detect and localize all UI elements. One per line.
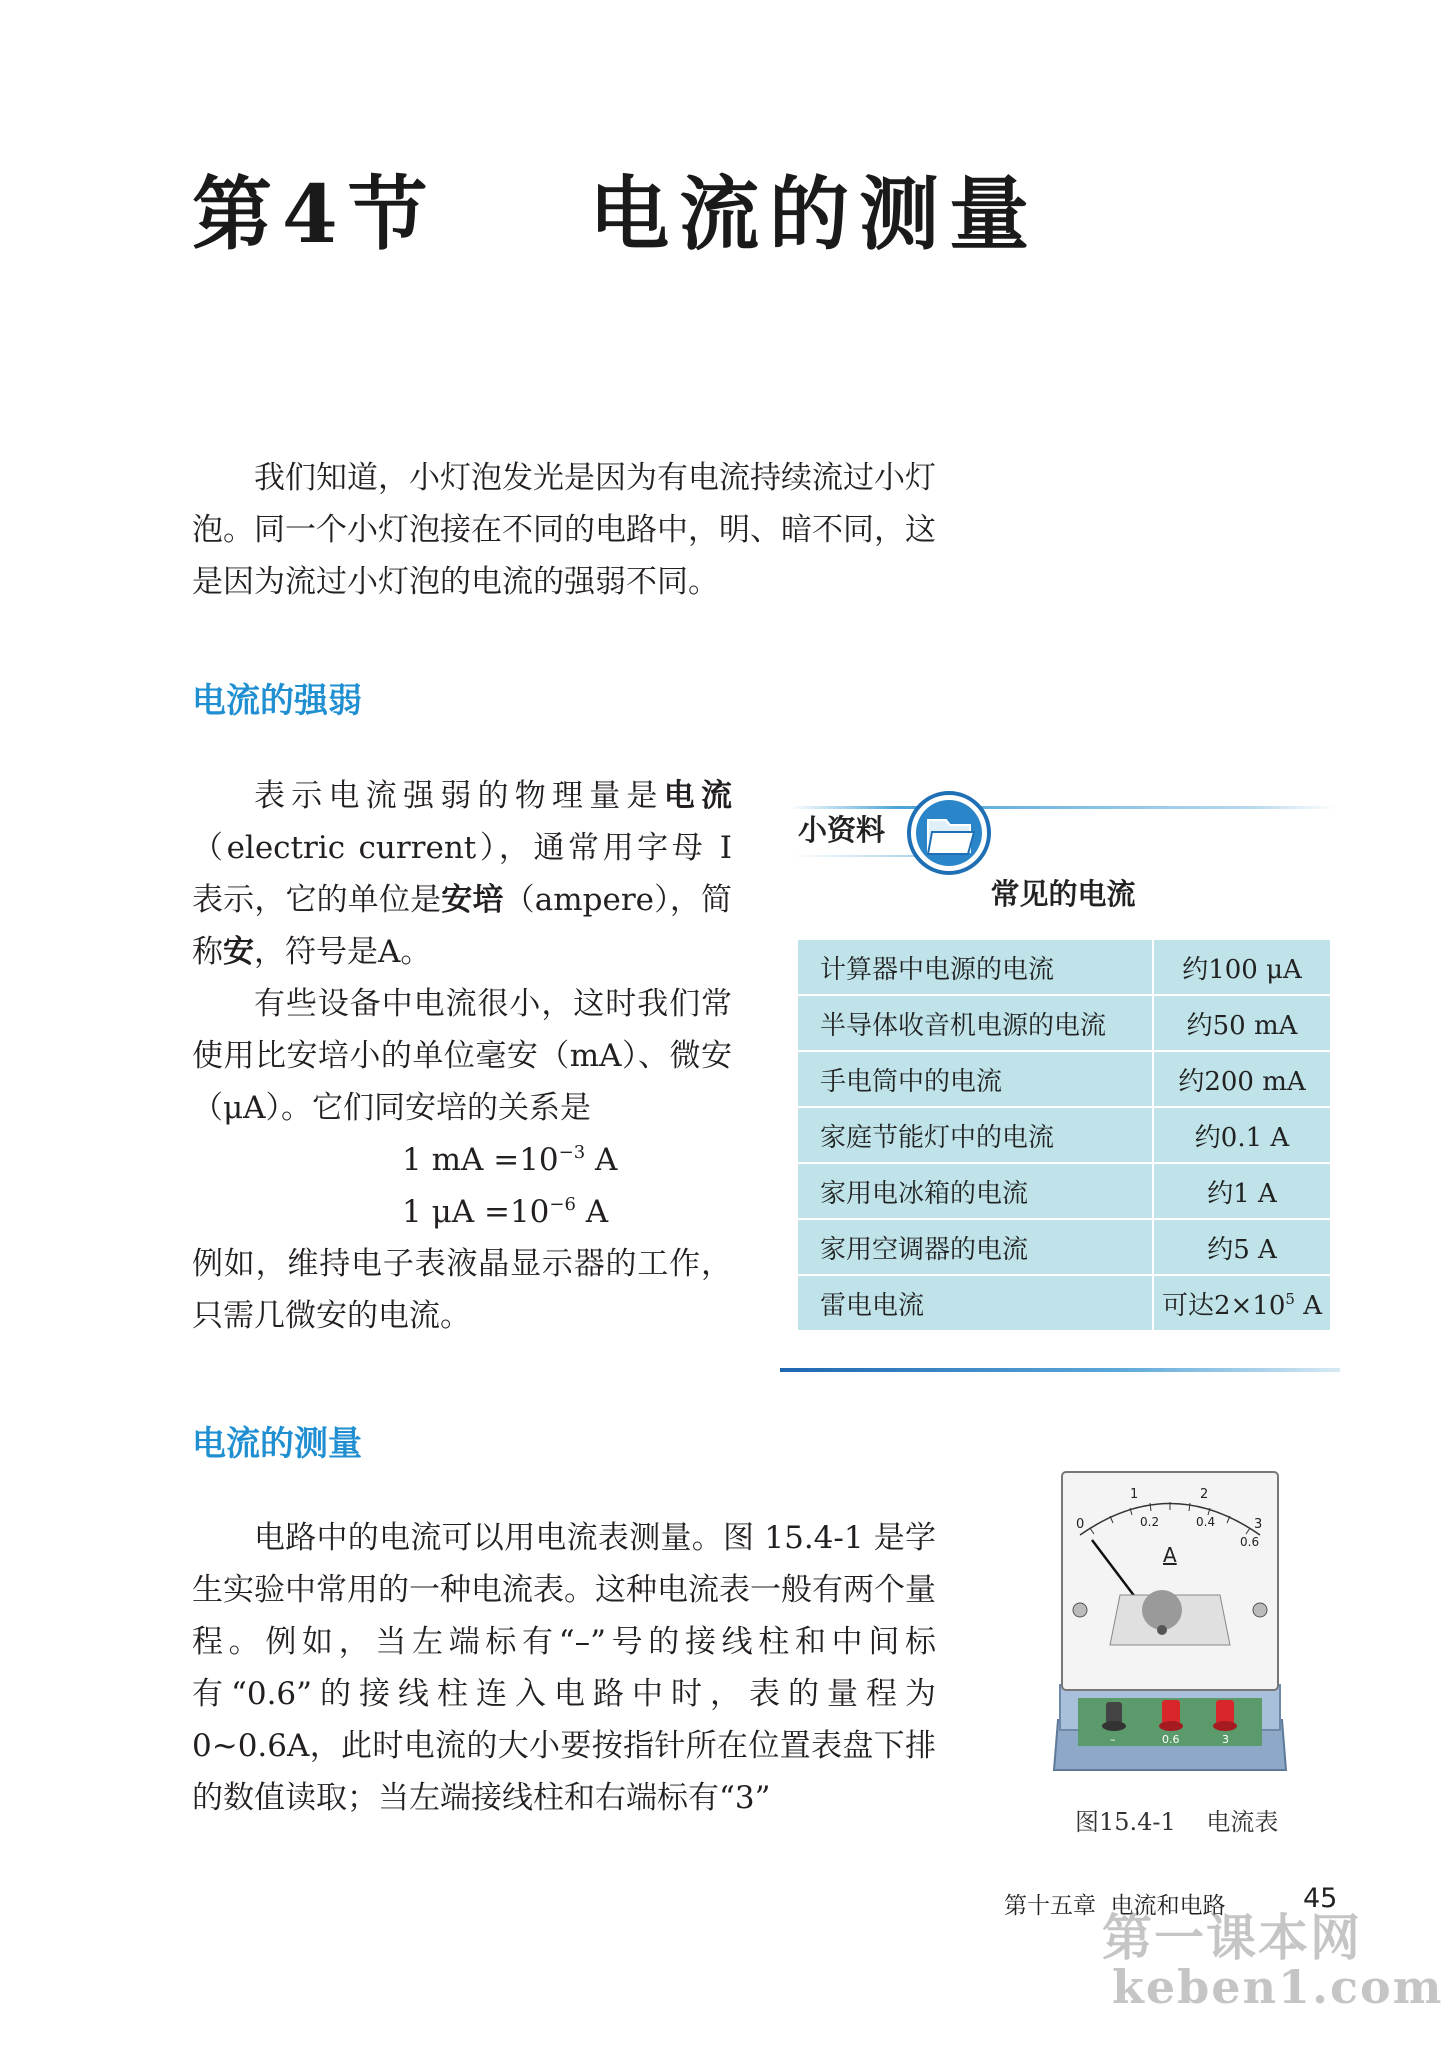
- info-box-bottom-rule: [780, 1368, 1340, 1372]
- term-current: 电流: [663, 778, 732, 814]
- text-run: ，符号是A。: [254, 934, 432, 970]
- terminal-label-0-6: 0.6: [1162, 1733, 1180, 1746]
- value-unit: A: [1294, 1290, 1322, 1321]
- term-an: 安: [223, 934, 254, 970]
- bottom-scale-0-6: 0.6: [1240, 1535, 1260, 1549]
- value-exponent: 5: [1285, 1289, 1295, 1308]
- table-row: [797, 1275, 1331, 1331]
- table-cell-value: 约0.1 A: [1153, 1107, 1331, 1163]
- table-cell-item: 雷电电流: [797, 1275, 1153, 1331]
- table-cell-value: 约1 A: [1153, 1163, 1331, 1219]
- terminal-label-3: 3: [1222, 1733, 1229, 1746]
- table-row: [797, 1219, 1331, 1275]
- dial-unit-label: A: [1163, 1543, 1177, 1567]
- intro-text: 我们知道，小灯泡发光是因为有电流持续流过小灯泡。同一个小灯泡接在不同的电路中，明、暗不同，这是因为流过小灯泡的电流的强弱不同。: [192, 460, 936, 600]
- adjust-knob: [1142, 1590, 1182, 1630]
- screw-left: [1073, 1603, 1087, 1617]
- info-box-title: 常见的电流: [990, 877, 1136, 911]
- terminal-3: [1213, 1700, 1237, 1731]
- definition-paragraph: [192, 770, 732, 978]
- screw-right: [1253, 1603, 1267, 1617]
- terminal-0-6: [1159, 1700, 1183, 1731]
- info-box-label: 小资料: [798, 813, 886, 847]
- info-folder-icon: [906, 790, 992, 876]
- table-row: [797, 1163, 1331, 1219]
- common-currents-table: [796, 938, 1332, 1332]
- table-cell-value: 约5 A: [1153, 1219, 1331, 1275]
- top-scale-2: 2: [1200, 1487, 1209, 1502]
- table-cell-value: 约200 mA: [1153, 1051, 1331, 1107]
- formula-base: 1 mA =10: [402, 1142, 559, 1178]
- table-row: [797, 1051, 1331, 1107]
- formula-unit: A: [585, 1142, 618, 1178]
- table-row: [797, 939, 1331, 995]
- ammeter-illustration: [1050, 1470, 1290, 1780]
- table-row: [797, 995, 1331, 1051]
- example-paragraph: 例如，维持电子表液晶显示器的工作，只需几微安的电流。: [192, 1246, 732, 1334]
- section-heading-current-strength: 电流的强弱: [192, 681, 362, 721]
- formula-unit: A: [575, 1194, 609, 1230]
- table-cell-item: 计算器中电源的电流: [797, 939, 1153, 995]
- table-cell-item: 家庭节能灯中的电流: [797, 1107, 1153, 1163]
- formula-ua: [192, 1186, 732, 1238]
- table-cell-value: [1153, 1275, 1331, 1331]
- table-cell-item: 半导体收音机电源的电流: [797, 995, 1153, 1051]
- table-row: [797, 1107, 1331, 1163]
- top-scale-1: 1: [1130, 1487, 1139, 1502]
- formula-exponent: −3: [558, 1142, 586, 1163]
- value-base: 可达2×10: [1161, 1290, 1286, 1321]
- page-title: 第4节 电流的测量: [192, 167, 1040, 261]
- table-cell-item: 家用空调器的电流: [797, 1219, 1153, 1275]
- watermark-cn: 第一课本网: [1102, 1909, 1362, 1967]
- bottom-scale-0-2: 0.2: [1140, 1515, 1160, 1529]
- table-cell-value: 约50 mA: [1153, 995, 1331, 1051]
- formula-ma: [192, 1134, 732, 1186]
- figure-caption: 图15.4-1 电流表: [1075, 1808, 1279, 1836]
- terminal-label-negative: –: [1110, 1733, 1116, 1746]
- section2-body: [192, 1512, 936, 1824]
- text-run: （electric current），通常用字母 I 表示，它的单位是: [192, 830, 732, 918]
- top-scale-3: 3: [1254, 1517, 1263, 1532]
- zero-adjust-screw: [1157, 1625, 1167, 1635]
- measurement-paragraph: 电路中的电流可以用电流表测量。图 15.4-1 是学生实验中常用的一种电流表。这种电流表一般有两个量程。例如，当左端标有“–”号的接线柱和中间标有“0.6”的接线柱连入电路中时，表的量程为0~0.6A，此时电流的大小要按指针所在位置表盘下排的数值读取；当左端接线柱和右端标有“3”: [192, 1520, 936, 1816]
- page-number: 45: [1303, 1883, 1338, 1914]
- table-cell-item: 家用电冰箱的电流: [797, 1163, 1153, 1219]
- term-ampere: 安培: [441, 882, 504, 918]
- watermark-url: keben1.com: [1112, 1960, 1444, 2014]
- footer-chapter: 第十五章 电流和电路: [1004, 1893, 1226, 1919]
- table-cell-value: 约100 μA: [1153, 939, 1331, 995]
- formula-base: 1 μA =10: [402, 1194, 550, 1230]
- text-run: （ampere），简称: [192, 882, 733, 970]
- table-cell-item: 手电筒中的电流: [797, 1051, 1153, 1107]
- intro-paragraph: [192, 452, 936, 608]
- formula-exponent: −6: [549, 1194, 576, 1215]
- text-run: 表示电流强弱的物理量是: [254, 778, 664, 814]
- top-scale-0: 0: [1076, 1517, 1085, 1532]
- section1-body: [192, 770, 732, 1342]
- units-paragraph: 有些设备中电流很小，这时我们常使用比安培小的单位毫安（mA）、微安（μA）。它们同安培的关系是: [192, 986, 732, 1126]
- section-heading-current-measurement: 电流的测量: [192, 1424, 362, 1464]
- bottom-scale-0-4: 0.4: [1196, 1515, 1216, 1529]
